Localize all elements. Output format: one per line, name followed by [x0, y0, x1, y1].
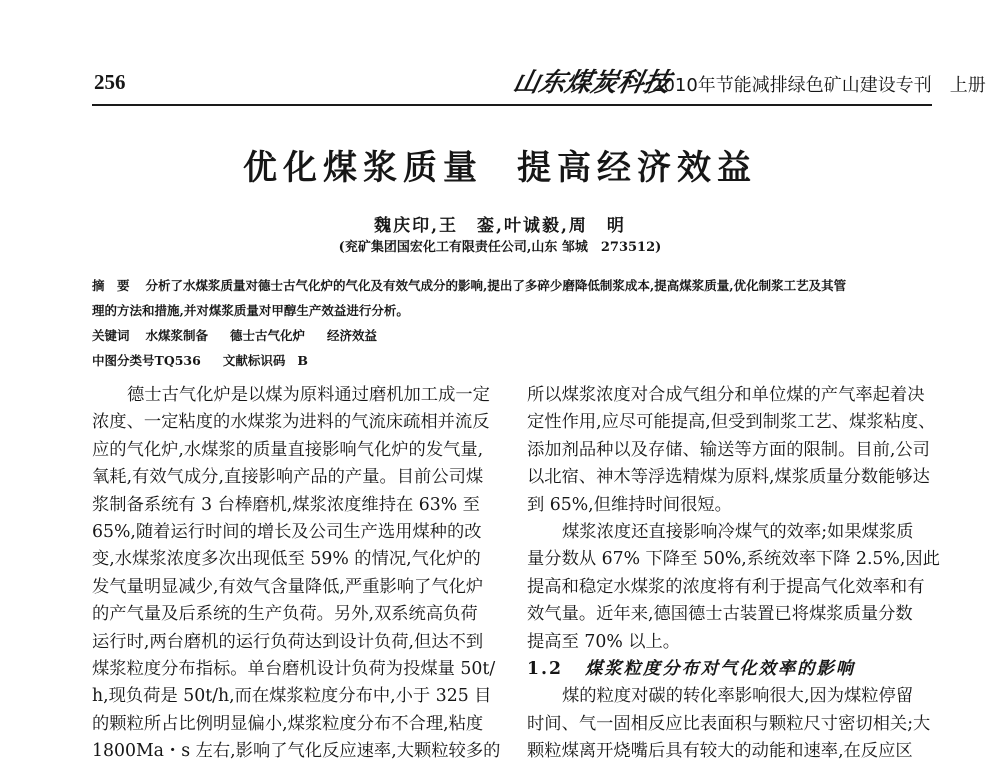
abstract-line-1	[92, 273, 932, 298]
body-line: 1800Ma・s 左右,影响了气化反应速率,大颗粒较多的	[92, 741, 501, 762]
keyword-item: 经济效益	[327, 328, 378, 343]
body-line: 提高至 70% 以上。	[527, 631, 681, 652]
body-column-right	[527, 382, 940, 765]
body-line: 应的气化炉,水煤浆的质量直接影响气化炉的发气量,	[92, 439, 484, 460]
body-line: 到 65%,但维持时间很短。	[527, 494, 732, 515]
affiliation: (兖矿集团国宏化工有限责任公司,山东 邹城 273512)	[338, 240, 662, 255]
body-column-left	[92, 382, 501, 765]
issue-title: 2010年节能减排绿色矿山建设专刊 上册	[652, 75, 986, 96]
journal-logo: 山东煤炭科技	[510, 68, 673, 98]
body-line: 定性作用,应尽可能提高,但受到制浆工艺、煤浆粘度、	[527, 412, 936, 433]
keywords-line	[92, 323, 932, 348]
body-line: 添加剂品种以及存储、输送等方面的限制。目前,公司	[527, 439, 930, 460]
body-line: 煤的粒度对碳的转化率影响很大,因为煤粒停留	[562, 686, 914, 707]
body-line: 的产气量及后系统的生产负荷。另外,双系统高负荷	[92, 604, 478, 625]
body-line: 发气量明显减少,有效气含量降低,严重影响了气化炉	[92, 576, 484, 597]
body-line: 量分数从 67% 下降至 50%,系统效率下降 2.5%,因此	[527, 549, 940, 570]
doc-code-value: B	[297, 353, 308, 368]
body-line: 变,水煤浆浓度多次出现低至 59% 的情况,气化炉的	[92, 549, 481, 570]
clc-value: TQ536	[154, 353, 201, 368]
body-line: 煤浆粒度分布指标。单台磨机设计负荷为投煤量 50t/	[92, 658, 496, 679]
clc-label: 中图分类号	[92, 353, 155, 368]
body-line: h,现负荷是 50t/h,而在煤浆粒度分布中,小于 325 目	[92, 686, 492, 707]
abstract-line-2: 理的方法和措施,并对煤浆质量对甲醇生产效益进行分析。	[92, 303, 409, 318]
keyword-item: 水煤浆制备	[145, 328, 209, 343]
abstract-label: 摘 要	[92, 278, 130, 293]
body-line: 65%,随着运行时间的增长及公司生产选用煤种的改	[92, 521, 482, 542]
body-line: 效气量。近年来,德国德士古装置已将煤浆质量分数	[527, 604, 913, 625]
page-number: 256	[94, 70, 126, 94]
body-line: 提高和稳定水煤浆的浓度将有利于提高气化效率和有	[527, 576, 925, 597]
abstract-text-1: 分析了水煤浆质量对德士古气化炉的气化及有效气成分的影响,提出了多碎少磨降低制浆成本,提高煤浆质量,优化制浆工艺及其管	[145, 278, 847, 293]
body-line: 的颗粒所占比例明显偏小,煤浆粒度分布不合理,粘度	[92, 713, 484, 734]
running-header	[92, 60, 986, 106]
body-line: 运行时,两台磨机的运行负荷达到设计负荷,但达不到	[92, 631, 484, 652]
doc-code-label: 文献标识码	[222, 353, 286, 368]
section-title: 煤浆粒度分布对气化效率的影响	[585, 658, 856, 679]
body-line: 氧耗,有效气成分,直接影响产品的产量。目前公司煤	[92, 467, 484, 488]
keywords-label: 关键词	[92, 328, 130, 343]
article-title-part1: 优化煤浆质量	[243, 148, 483, 188]
section-number: 1.2	[527, 658, 564, 679]
body-line: 所以煤浆浓度对合成气组分和单位煤的产气率起着决	[527, 385, 925, 405]
section-heading	[527, 656, 932, 683]
classification-line	[92, 348, 932, 373]
abstract-block	[92, 273, 932, 373]
article-title	[0, 140, 1000, 189]
keyword-item: 德士古气化炉	[230, 328, 306, 343]
body-line: 颗粒煤离开烧嘴后具有较大的动能和速率,在反应区	[527, 741, 913, 762]
article-title-part2: 提高经济效益	[517, 148, 757, 188]
body-line: 时间、气一固相反应比表面积与颗粒尺寸密切相关;大	[527, 713, 931, 734]
body-line: 浓度、一定粘度的水煤浆为进料的气流床疏相并流反	[92, 412, 490, 433]
body-line: 以北宿、神木等浮选精煤为原料,煤浆质量分数能够达	[527, 467, 930, 488]
body-line: 煤浆浓度还直接影响冷煤气的效率;如果煤浆质	[562, 521, 914, 542]
body-line: 浆制备系统有 3 台棒磨机,煤浆浓度维持在 63% 至	[92, 494, 480, 515]
authors: 魏庆印,王 銮,叶诚毅,周 明	[374, 216, 626, 236]
body-line: 德士古气化炉是以煤为原料通过磨机加工成一定	[127, 385, 490, 405]
